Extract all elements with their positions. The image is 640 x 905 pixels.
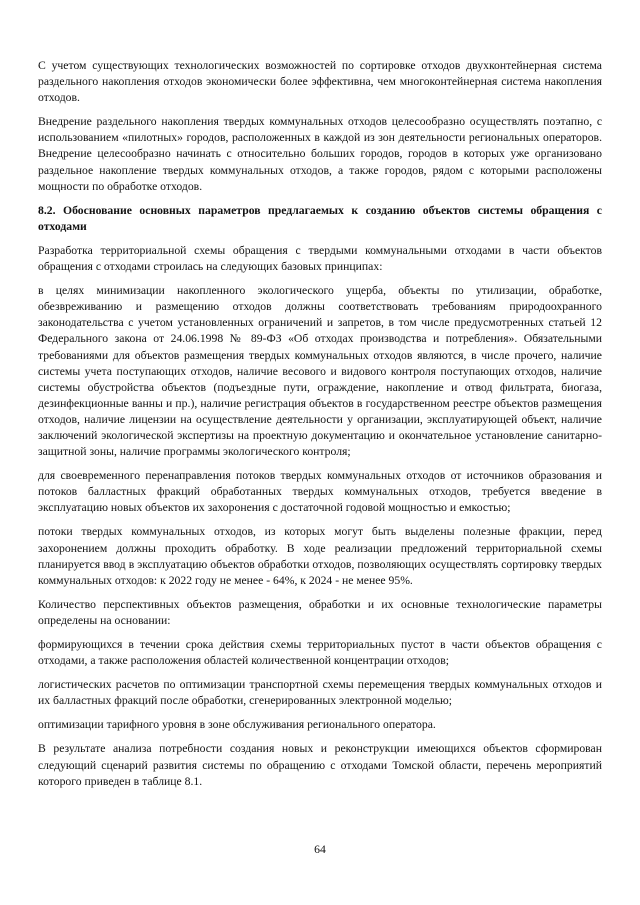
paragraph-principle-damage-minimization: в целях минимизации накопленного экологического ущерба, объекты по утилизации, обработке, обезвреживанию и размещению отходов должны соответствовать требованиям природоохранного законодательства с учетом установленных ограничений и запретов, в том числе предусмотренных статьей 12 Федерального закона от 24.06.1998 № 89-ФЗ «Об отходах производства и потребления». Обязательными требованиями для объектов размещения твердых коммунальных отходов являются, в числе прочего, наличие системы учета поступающих отходов, наличие весового и видового контроля поступающих отходов, наличие системы обустройства объектов (подъездные пути, ограждение, накопление и отвод фильтрата, биогаза, дезинфекционные ванны и пр.), наличие регистрация объектов в государственном реестре объектов размещения отходов, наличие лицензии на осуществление деятельности у организации, эксплуатирующей объект, наличие заключений экологической экспертизы на проектную документацию и окончательное установление санитарно-защитной зоны, наличие программы экологического контроля;: [38, 284, 602, 459]
paragraph-parameters-basis: Количество перспективных объектов размещения, обработки и их основные технологические параметры определены на основании:: [38, 597, 602, 627]
document-page: [38, 58, 602, 798]
section-heading: 8.2. Обоснование основных параметров предлагаемых к созданию объектов системы обращения с отходами: [38, 203, 602, 233]
paragraph-principle-landfills: для своевременного перенаправления потоков твердых коммунальных отходов от источников образования и потоков балластных фракций обработанных твердых коммунальных отходов, требуется введение в эксплуатацию новых объектов их захоронения с достаточной годовой мощностью и емкостью;: [38, 469, 602, 515]
paragraph-pilot-cities: Внедрение раздельного накопления твердых коммунальных отходов целесообразно осуществлять поэтапно, с использованием «пилотных» городов, расположенных в каждой из зон деятельности региональных операторов. Внедрение целесообразно начинать с относительно больших городов, городов в которых уже организовано раздельное накопление твердых коммунальных отходов, а также городов, рядом с которыми расположены мощности по обработке отходов.: [38, 115, 602, 193]
paragraph-basis-tariff: оптимизации тарифного уровня в зоне обслуживания регионального оператора.: [38, 718, 436, 732]
paragraph-principle-processing: потоки твердых коммунальных отходов, из которых могут быть выделены полезные фракции, перед захоронением должны проходить обработку. В ходе реализации предложений территориальной схемы планируется ввод в эксплуатацию объектов обработки отходов, позволяющих осуществлять сортировку твердых коммунальных отходов: к 2022 году не менее - 64%, к 2024 - не менее 95%.: [38, 525, 602, 587]
paragraph-principles-intro: Разработка территориальной схемы обращения с твердыми коммунальными отходами в части объектов обращения с отходами строилась на следующих базовых принципах:: [38, 243, 602, 274]
paragraph-basis-logistics: логистических расчетов по оптимизации транспортной схемы перемещения твердых коммунальных отходов и их балластных фракций после обработки, сгенерированных электронной моделью;: [38, 678, 602, 708]
paragraph-scenario-result: В результате анализа потребности создания новых и реконструкции имеющихся объектов сформирован следующий сценарий развития системы по обращению с отходами Томской области, перечень мероприятий которого приведен в таблице 8.1.: [38, 742, 602, 788]
paragraph-sorting-efficiency: С учетом существующих технологических возможностей по сортировке отходов двухконтейнерная система раздельного накопления отходов экономически более эффективна, чем многоконтейнерная система накопления отходов.: [38, 59, 602, 105]
page-number: 64: [314, 843, 326, 856]
paragraph-basis-voids: формирующихся в течении срока действия схемы территориальных пустот в части объектов обращения с отходами, а также расположения областей количественной концентрации отходов;: [38, 638, 602, 668]
